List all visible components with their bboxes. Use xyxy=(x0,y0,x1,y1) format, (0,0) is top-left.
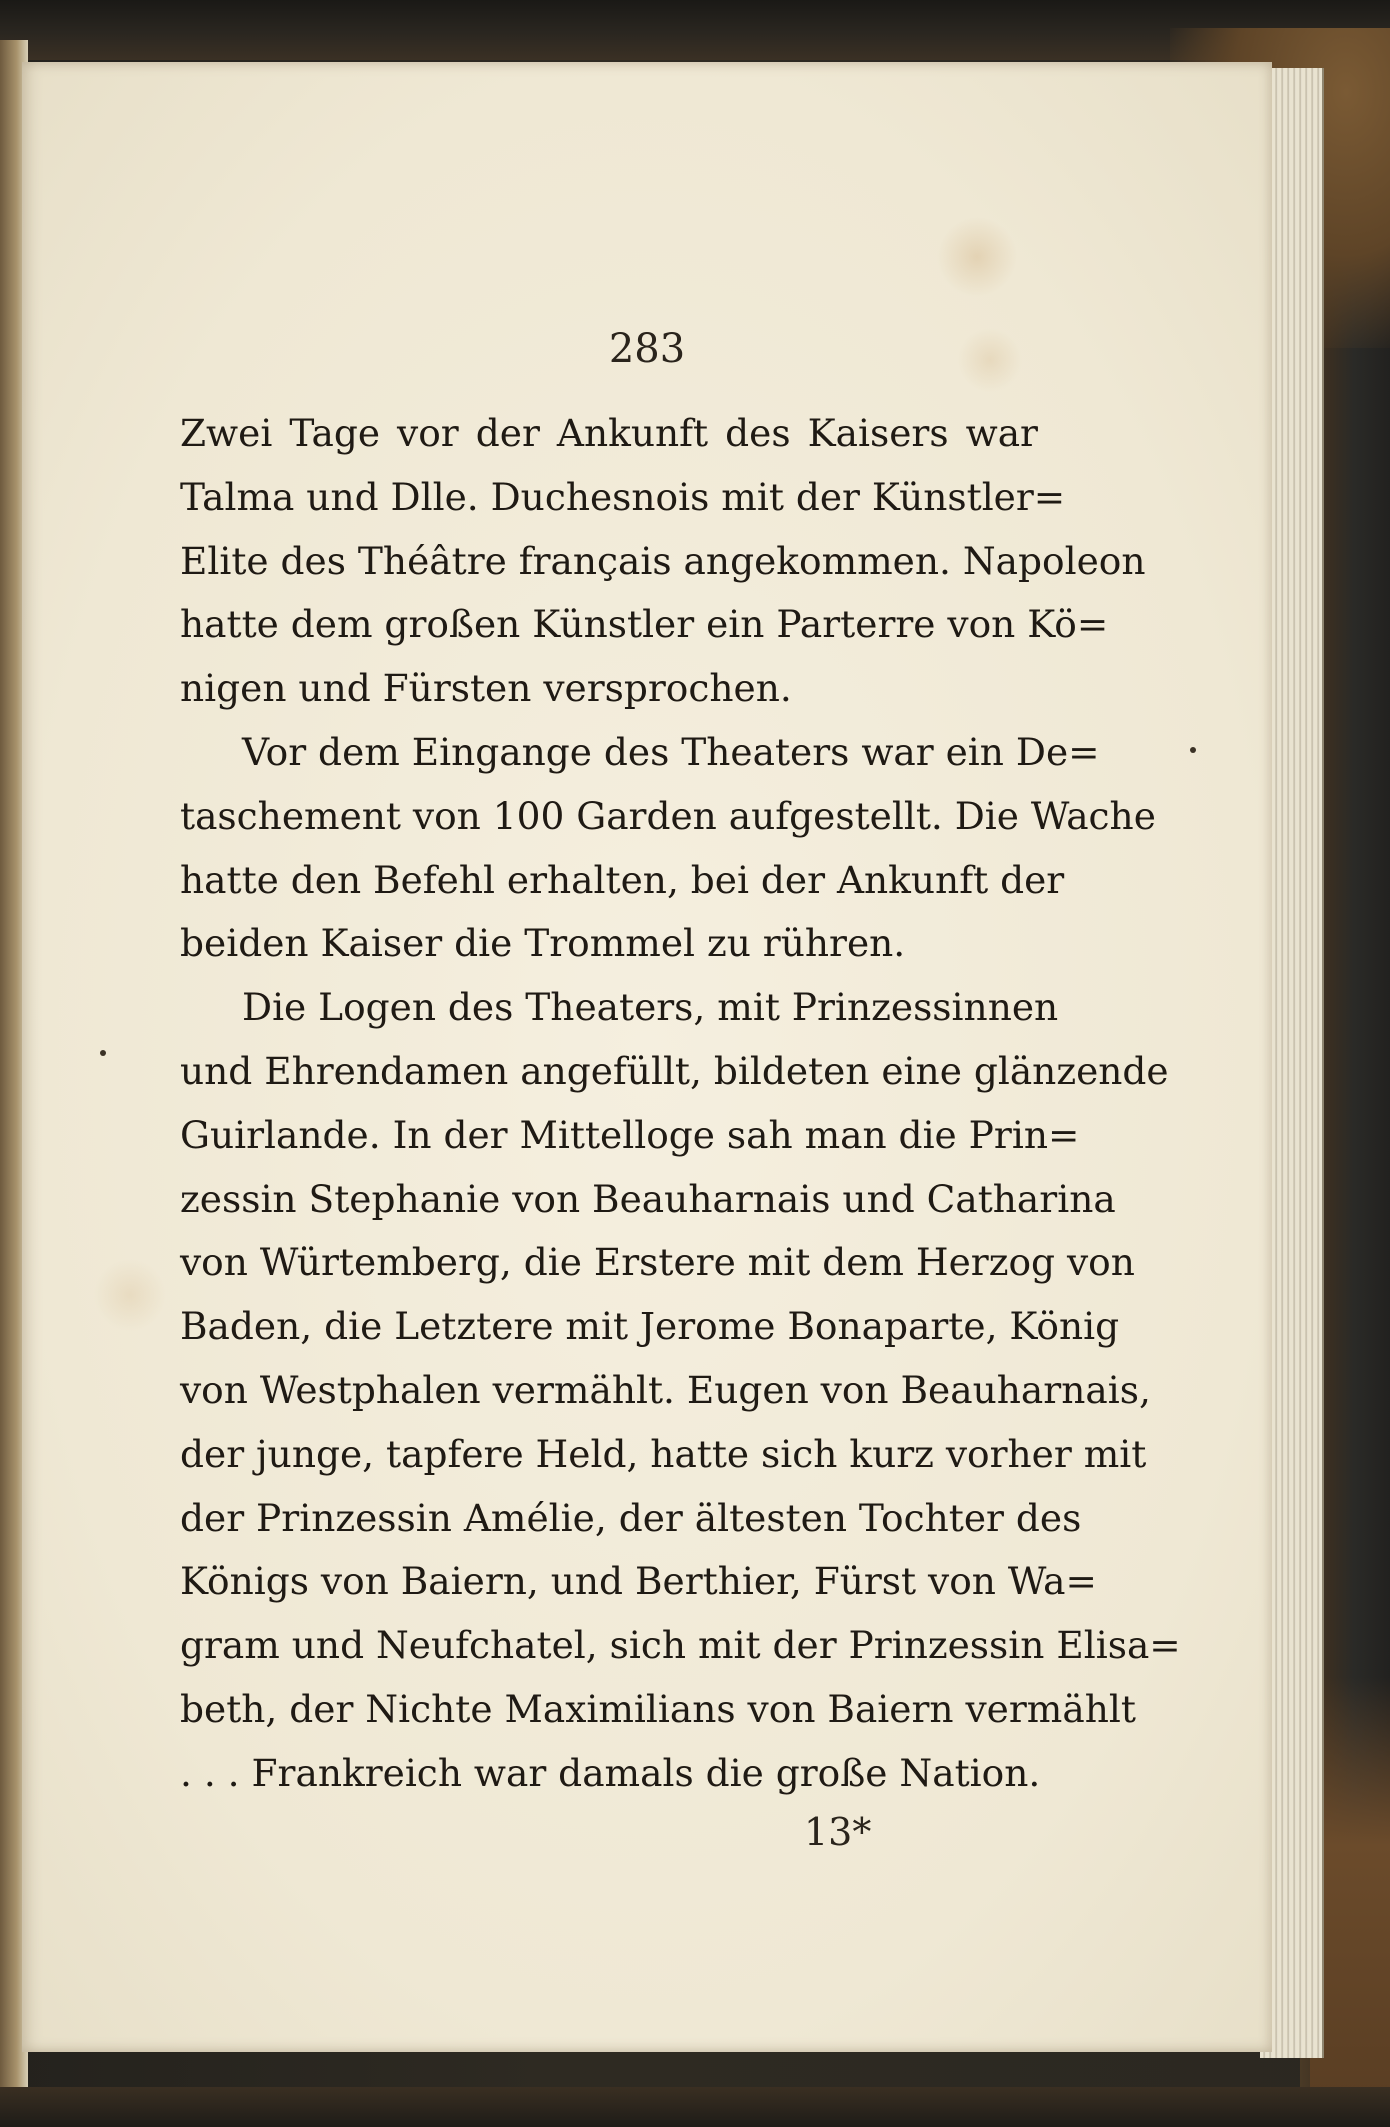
text-line: und Ehrendamen angefüllt, bildeten eine glänzende xyxy=(180,1048,1169,1093)
ink-speck xyxy=(1190,747,1196,753)
ink-speck xyxy=(100,1050,106,1056)
text-line: beth, der Nichte Maximilians von Baiern vermählt xyxy=(180,1686,1136,1731)
book-cover-bottom-edge xyxy=(0,2087,1390,2127)
text-line: Vor dem Eingange des Theaters war ein De= xyxy=(242,729,1100,774)
text-line: nigen und Fürsten versprochen. xyxy=(180,666,792,711)
signature-mark: 13* xyxy=(804,1810,872,1854)
text-line: Guirlande. In der Mittelloge sah man die Prin= xyxy=(180,1112,1080,1157)
text-line: Baden, die Letztere mit Jerome Bonaparte, König xyxy=(180,1304,1120,1349)
text-line: von Würtemberg, die Erstere mit dem Herzog von xyxy=(180,1240,1135,1285)
text-line: gram und Neufchatel, sich mit der Prinzessin Elisa= xyxy=(180,1623,1181,1668)
text-line: beiden Kaiser die Trommel zu rühren. xyxy=(180,921,906,966)
text-line: der junge, tapfere Held, hatte sich kurz vorher mit xyxy=(180,1431,1147,1476)
text-line: Talma und Dlle. Duchesnois mit der Künstler= xyxy=(180,474,1066,519)
text-line: Die Logen des Theaters, mit Prinzessinnen xyxy=(242,985,1059,1030)
body-text xyxy=(180,402,1181,1806)
text-line: der Prinzessin Amélie, der ältesten Tochter des xyxy=(180,1495,1082,1540)
text-line: hatte dem großen Künstler ein Parterre von Kö= xyxy=(180,602,1109,647)
text-line: Königs von Baiern, und Berthier, Fürst von Wa= xyxy=(180,1559,1097,1604)
text-line: von Westphalen vermählt. Eugen von Beauharnais, xyxy=(180,1367,1151,1412)
text-line: . . . Frankreich war damals die große Nation. xyxy=(180,1750,1041,1795)
text-line: hatte den Befehl erhalten, bei der Ankunft der xyxy=(180,857,1065,902)
text-line: zessin Stephanie von Beauharnais und Catharina xyxy=(180,1176,1116,1221)
text-line: taschement von 100 Garden aufgestellt. Die Wache xyxy=(180,793,1156,838)
book-page xyxy=(22,62,1272,2052)
page-number: 283 xyxy=(608,326,686,372)
text-line: Elite des Théâtre français angekommen. Napoleon xyxy=(180,538,1146,583)
text-line: Zwei Tage vor der Ankunft des Kaisers war xyxy=(180,411,1038,455)
